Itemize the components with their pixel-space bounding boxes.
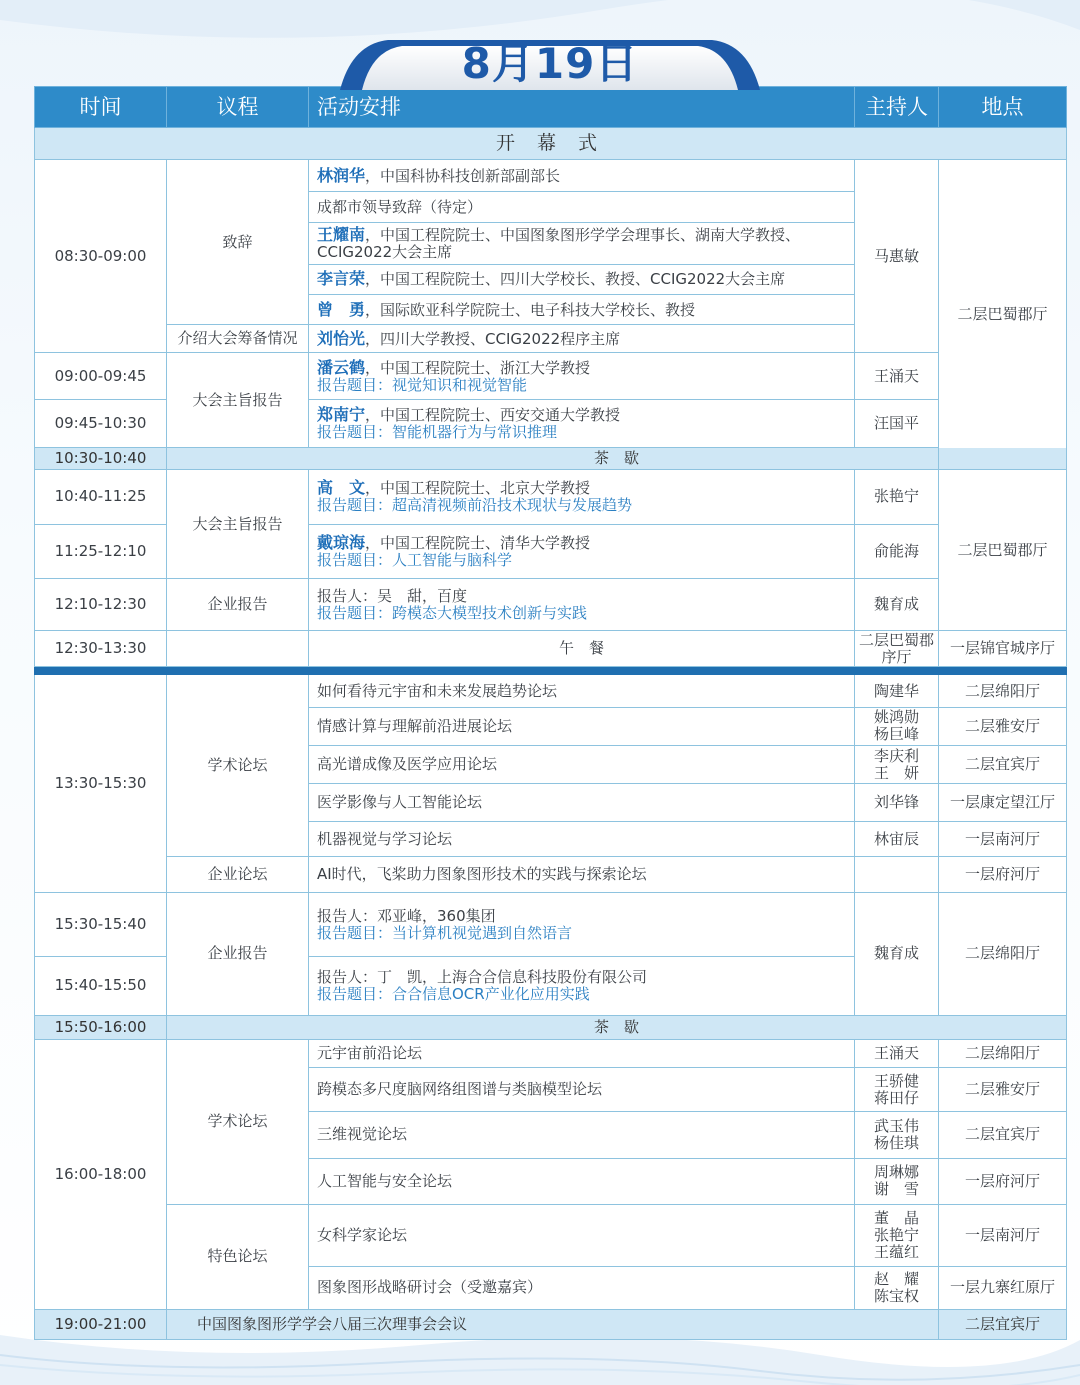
speaker-desc: ，中国工程院院士、清华大学教授 — [365, 533, 591, 552]
section-divider — [35, 667, 1067, 675]
venue-cell: 二层绵阳厅 — [939, 892, 1067, 1015]
agenda-cell: 致辞 — [167, 160, 309, 325]
speaker-desc: ，中国工程院院士、浙江大学教授 — [365, 358, 591, 377]
report-topic: 报告题目：超高清视频前沿技术现状与发展趋势 — [317, 496, 633, 515]
speaker-desc: ，中国工程院院士、四川大学校长、教授、CCIG2022大会主席 — [365, 270, 786, 289]
header-agenda: 议程 — [167, 87, 309, 128]
report-topic: 报告题目：人工智能与脑科学 — [317, 550, 513, 569]
host-cell: 马惠敏 — [855, 160, 939, 353]
meeting-label: 中国图象图形学学会八届三次理事会会议 — [167, 1309, 939, 1339]
host-name: 姚鸿勋 — [873, 708, 919, 727]
speaker-name: 林润华 — [317, 165, 366, 185]
time-cell: 15:40-15:50 — [35, 957, 167, 1015]
table-row — [35, 892, 1067, 956]
host-name: 李庆利 — [873, 746, 919, 765]
opening-label: 开 幕 式 — [35, 128, 1067, 160]
time-cell: 13:30-15:30 — [35, 675, 167, 892]
venue-cell: 二层宜宾厅 — [939, 1112, 1067, 1158]
host-name: 董 晶 — [873, 1209, 919, 1228]
speaker-desc: ，中国工程院院士、北京大学教授 — [365, 479, 591, 498]
activity-cell — [309, 892, 855, 956]
forum-title: 情感计算与理解前沿进展论坛 — [309, 707, 855, 745]
forum-title: 图象图形战略研讨会（受邀嘉宾） — [309, 1267, 855, 1309]
host-cell: 魏育成 — [855, 892, 939, 1015]
activity-cell — [309, 325, 855, 353]
report-topic: 报告题目：合合信息OCR产业化应用实践 — [317, 984, 590, 1003]
host-name: 陈宝权 — [873, 1286, 919, 1305]
activity-cell: 成都市领导致辞（待定） — [309, 192, 855, 222]
agenda-cell: 大会主旨报告 — [167, 470, 309, 579]
schedule-table — [34, 86, 1067, 1340]
host-name: 王 妍 — [873, 763, 919, 782]
venue-cell: 一层九寨红原厅 — [939, 1267, 1067, 1309]
activity-cell — [309, 160, 855, 192]
activity-cell — [309, 399, 855, 447]
speaker-name: 戴琼海 — [317, 532, 366, 552]
agenda-cell: 介绍大会筹备情况 — [167, 325, 309, 353]
venue-cell: 二层巴蜀郡厅 — [939, 160, 1067, 470]
time-cell: 16:00-18:00 — [35, 1039, 167, 1309]
host-name: 张艳宁 — [873, 1226, 919, 1245]
venue-cell: 一层南河厅 — [939, 1204, 1067, 1266]
reporter: 报告人：邓亚峰，360集团 — [317, 906, 496, 925]
forum-title: 医学影像与人工智能论坛 — [309, 784, 855, 822]
activity-cell — [309, 524, 855, 578]
time-cell: 09:00-09:45 — [35, 353, 167, 399]
table-row — [35, 1039, 1067, 1067]
table-row — [35, 470, 1067, 524]
host-cell: 魏育成 — [855, 578, 939, 630]
forum-title: 跨模态多尺度脑网络组图谱与类脑模型论坛 — [309, 1068, 855, 1112]
host-cell — [855, 745, 939, 783]
speaker-desc: ，国际欧亚科学院院士、电子科技大学校长、教授 — [365, 300, 696, 319]
venue-cell: 二层巴蜀郡厅 — [939, 470, 1067, 631]
report-topic: 报告题目：当计算机视觉遇到自然语言 — [317, 923, 573, 942]
speaker-name: 李言荣 — [317, 269, 366, 289]
host-cell — [855, 856, 939, 892]
time-cell: 12:10-12:30 — [35, 578, 167, 630]
venue-cell: 一层南河厅 — [939, 822, 1067, 856]
activity-cell — [309, 470, 855, 524]
reporter: 报告人：丁 凯，上海合合信息科技股份有限公司 — [317, 967, 648, 986]
forum-title: 如何看待元宇宙和未来发展趋势论坛 — [309, 675, 855, 707]
date-title: 8月19日 — [461, 39, 639, 88]
host-cell — [855, 1158, 939, 1204]
tea-break-row — [35, 448, 1067, 470]
forum-title: 三维视觉论坛 — [309, 1112, 855, 1158]
host-cell — [855, 1112, 939, 1158]
time-cell: 11:25-12:10 — [35, 524, 167, 578]
host-cell: 王涌天 — [855, 1039, 939, 1067]
host-name: 杨佳琪 — [873, 1133, 919, 1152]
host-name: 王蕴红 — [873, 1243, 919, 1262]
venue-cell: 二层雅安厅 — [939, 707, 1067, 745]
agenda-cell: 大会主旨报告 — [167, 353, 309, 448]
lunch-venue-2: 一层锦官城序厅 — [939, 631, 1067, 667]
forum-title: 人工智能与安全论坛 — [309, 1158, 855, 1204]
host-cell: 刘华锋 — [855, 784, 939, 822]
table-row — [35, 578, 1067, 630]
speaker-name: 郑南宁 — [317, 404, 366, 424]
lunch-row — [35, 631, 1067, 667]
host-cell: 俞能海 — [855, 524, 939, 578]
header-activity: 活动安排 — [309, 87, 855, 128]
time-cell: 10:40-11:25 — [35, 470, 167, 524]
host-name: 王骄健 — [873, 1071, 919, 1090]
host-cell: 张艳宁 — [855, 470, 939, 524]
evening-meeting-row — [35, 1309, 1067, 1339]
speaker-desc: ，四川大学教授、CCIG2022程序主席 — [365, 329, 621, 348]
header-venue: 地点 — [939, 87, 1067, 128]
agenda-cell: 企业论坛 — [167, 856, 309, 892]
break-label: 茶 歇 — [167, 448, 1067, 470]
table-row — [35, 675, 1067, 707]
break-label: 茶 歇 — [167, 1015, 1067, 1039]
time-cell: 08:30-09:00 — [35, 160, 167, 353]
time-cell: 09:45-10:30 — [35, 399, 167, 447]
venue-cell: 二层宜宾厅 — [939, 1309, 1067, 1339]
time-cell: 19:00-21:00 — [35, 1309, 167, 1339]
speaker-name: 潘云鹤 — [317, 357, 366, 377]
speaker-name: 王耀南 — [317, 224, 366, 244]
host-cell: 王涌天 — [855, 353, 939, 399]
venue-cell: 二层绵阳厅 — [939, 675, 1067, 707]
activity-cell — [309, 264, 855, 294]
activity-cell — [309, 353, 855, 399]
speaker-name: 曾 勇 — [317, 299, 366, 319]
venue-cell: 二层雅安厅 — [939, 1068, 1067, 1112]
agenda-cell: 学术论坛 — [167, 675, 309, 856]
activity-cell — [309, 295, 855, 325]
forum-title: 元宇宙前沿论坛 — [309, 1039, 855, 1067]
forum-title: 机器视觉与学习论坛 — [309, 822, 855, 856]
table-row — [35, 1204, 1067, 1266]
host-name: 武玉伟 — [873, 1116, 919, 1135]
agenda-cell: 学术论坛 — [167, 1039, 309, 1204]
table-header-row — [35, 87, 1067, 128]
speaker-desc: ，中国科协科技创新部副部长 — [365, 166, 561, 185]
time-cell: 15:50-16:00 — [35, 1015, 167, 1039]
forum-title: AI时代，飞桨助力图象图形技术的实践与探索论坛 — [309, 856, 855, 892]
report-topic: 报告题目：智能机器行为与常识推理 — [317, 422, 558, 441]
venue-cell: 二层绵阳厅 — [939, 1039, 1067, 1067]
table-row — [35, 856, 1067, 892]
opening-banner-row — [35, 128, 1067, 160]
time-cell: 12:30-13:30 — [35, 631, 167, 667]
venue-cell: 二层宜宾厅 — [939, 745, 1067, 783]
agenda-cell: 特色论坛 — [167, 1204, 309, 1309]
venue-cell: 一层府河厅 — [939, 1158, 1067, 1204]
speaker-name: 刘怡光 — [317, 328, 366, 348]
lunch-label: 午 餐 — [309, 631, 855, 667]
host-cell: 林宙辰 — [855, 822, 939, 856]
host-cell: 陶建华 — [855, 675, 939, 707]
time-cell: 10:30-10:40 — [35, 448, 167, 470]
agenda-cell: 企业报告 — [167, 892, 309, 1015]
speaker-desc: ，中国工程院院士、中国图象图形学学会理事长、湖南大学教授、CCIG2022大会主席 — [317, 225, 801, 261]
host-cell — [855, 1204, 939, 1266]
header-host: 主持人 — [855, 87, 939, 128]
host-cell — [855, 707, 939, 745]
activity-cell — [309, 222, 855, 264]
host-cell — [855, 1267, 939, 1309]
venue-cell: 一层康定望江厅 — [939, 784, 1067, 822]
reporter: 报告人：吴 甜，百度 — [317, 586, 468, 605]
tea-break-row — [35, 1015, 1067, 1039]
agenda-cell — [167, 631, 309, 667]
host-name: 蒋田仔 — [873, 1088, 919, 1107]
host-cell — [855, 1068, 939, 1112]
host-cell: 汪国平 — [855, 399, 939, 447]
time-cell: 15:30-15:40 — [35, 892, 167, 956]
table-row — [35, 353, 1067, 399]
host-name: 谢 雪 — [873, 1180, 919, 1199]
forum-title: 高光谱成像及医学应用论坛 — [309, 745, 855, 783]
forum-title: 女科学家论坛 — [309, 1204, 855, 1266]
speaker-desc: ，中国工程院院士、西安交通大学教授 — [365, 405, 621, 424]
host-name: 杨巨峰 — [873, 725, 919, 744]
lunch-venue-1: 二层巴蜀郡序厅 — [855, 631, 939, 667]
activity-cell — [309, 957, 855, 1015]
agenda-cell: 企业报告 — [167, 578, 309, 630]
host-name: 周琳娜 — [873, 1163, 919, 1182]
speaker-name: 高 文 — [317, 478, 366, 498]
venue-cell: 一层府河厅 — [939, 856, 1067, 892]
host-name: 赵 耀 — [873, 1269, 919, 1288]
activity-cell — [309, 578, 855, 630]
report-topic: 报告题目：跨模态大模型技术创新与实践 — [317, 603, 588, 622]
table-row — [35, 160, 1067, 192]
header-time: 时间 — [35, 87, 167, 128]
report-topic: 报告题目：视觉知识和视觉智能 — [317, 375, 528, 394]
